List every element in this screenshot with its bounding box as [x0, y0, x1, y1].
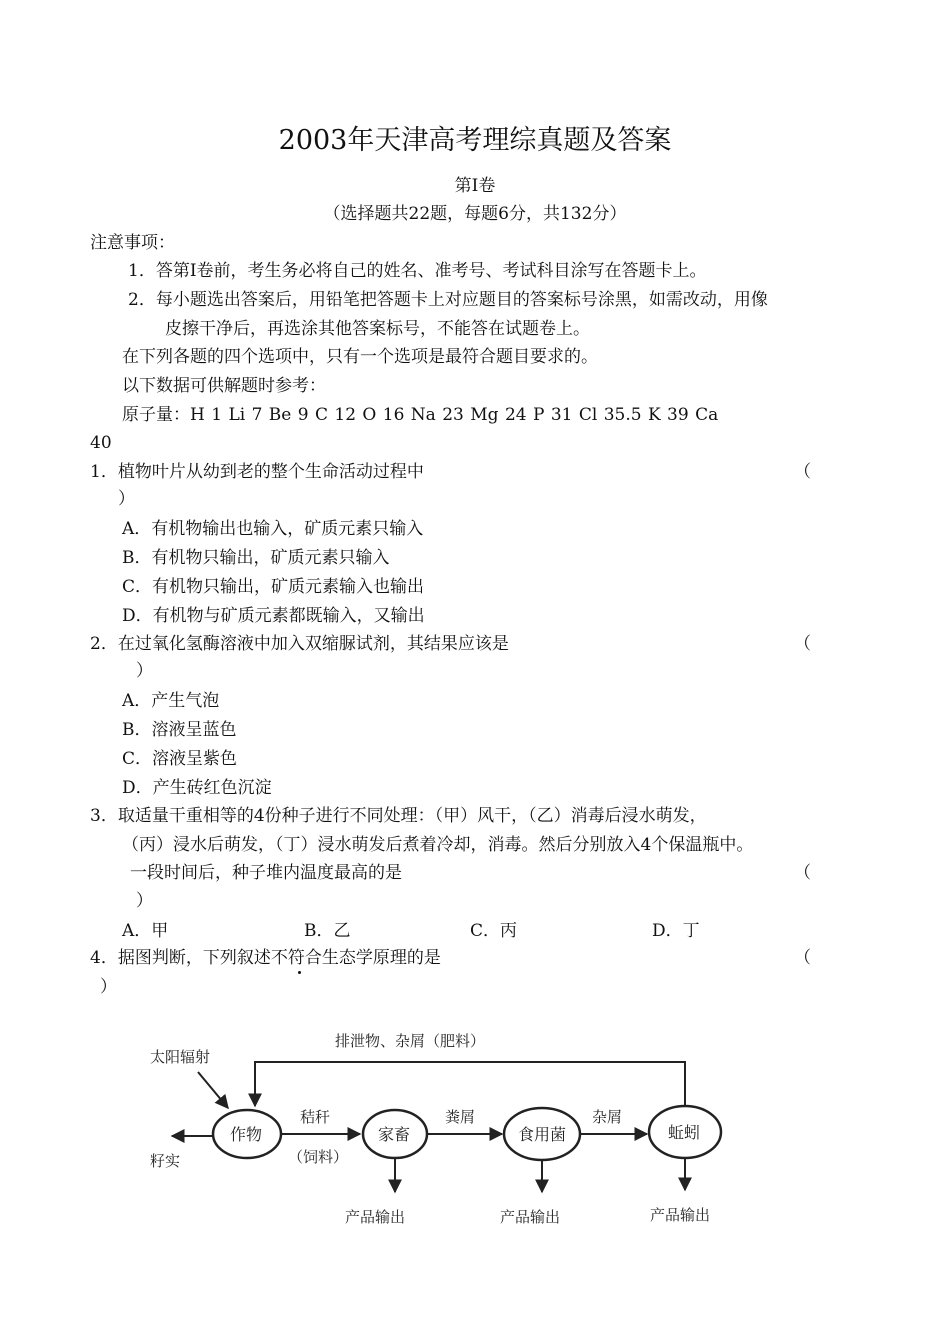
feedback-arrow [255, 1062, 685, 1106]
note-2: 2．每小题选出答案后，用铅笔把答题卡上对应题目的答案标号涂黑，如需改动，用像 [128, 290, 768, 310]
note-2-continued: 皮擦干净后，再选涂其他答案标号，不能答在试题卷上。 [165, 319, 590, 339]
q3-option-a: A．甲 [122, 921, 169, 941]
node-earthworm-label: 蚯蚓 [668, 1123, 701, 1142]
question-4-stem: 4．据图判断，下列叙述不符合生态学原理的是 [90, 948, 441, 968]
answer-paren-open: （ [794, 863, 811, 883]
edge-fungus-earthworm-label: 杂屑 [592, 1108, 623, 1126]
q1-option-a: A．有机物输出也输入，矿质元素只输入 [122, 519, 424, 539]
output-label-livestock: 产品输出 [345, 1208, 406, 1226]
volume-heading: 第Ⅰ卷 [454, 176, 496, 196]
question-3-stem-line-2: （丙）浸水后萌发，（丁）浸水萌发后煮着冷却，消毒。然后分别放入4个保温瓶中。 [122, 835, 754, 855]
node-livestock-label: 家畜 [378, 1125, 411, 1144]
edge-livestock-fungus-label: 粪屑 [445, 1108, 476, 1126]
question-2-stem: 2．在过氧化氢酶溶液中加入双缩脲试剂，其结果应该是 [90, 634, 509, 654]
answer-paren-open: （ [794, 462, 811, 482]
reference-heading: 以下数据可供解题时参考： [122, 376, 326, 396]
edge-crop-livestock-label: 秸秆 [300, 1108, 331, 1126]
q3-option-c: C．丙 [470, 921, 518, 941]
sun-arrow [198, 1072, 228, 1108]
q2-option-d: D．产生砖红色沉淀 [122, 778, 272, 798]
page-title: 2003年天津高考理综真题及答案 [278, 125, 672, 156]
ecology-diagram [140, 1024, 760, 1244]
grain-label: 籽实 [150, 1152, 181, 1170]
instruction: 在下列各题的四个选项中，只有一个选项是最符合题目要求的。 [122, 347, 598, 367]
output-label-earthworm: 产品输出 [650, 1206, 711, 1224]
atomic-masses-tail: 40 [90, 433, 112, 453]
note-1: 1．答第Ⅰ卷前，考生务必将自己的姓名、准考号、考试科目涂写在答题卡上。 [128, 261, 707, 281]
q1-option-b: B．有机物只输出，矿质元素只输入 [122, 548, 390, 568]
q3-option-d: D．丁 [652, 921, 700, 941]
node-crop-label: 作物 [230, 1125, 263, 1144]
atomic-masses: 原子量：H 1 Li 7 Be 9 C 12 O 16 Na 23 Mg 24 P 31 Cl 35.5 K 39 Ca [122, 405, 719, 425]
feedback-label: 排泄物、杂屑（肥料） [335, 1032, 486, 1050]
sun-label: 太阳辐射 [150, 1048, 211, 1066]
edge-crop-livestock-sublabel: （饲料） [288, 1148, 349, 1166]
subtitle: （选择题共22题，每题6分，共132分） [323, 204, 627, 224]
answer-paren-close: ） [136, 891, 153, 911]
answer-paren-close: ） [100, 977, 117, 997]
question-3-stem-line-3: 一段时间后，种子堆内温度最高的是 [130, 863, 402, 883]
emphasis-dot [298, 971, 301, 974]
answer-paren-close: ） [118, 489, 135, 509]
question-1-stem: 1．植物叶片从幼到老的整个生命活动过程中 [90, 462, 424, 482]
answer-paren-open: （ [794, 948, 811, 968]
notes-heading: 注意事项： [90, 233, 175, 253]
node-fungus-label: 食用菌 [518, 1125, 567, 1144]
q1-option-d: D．有机物与矿质元素都既输入，又输出 [122, 606, 425, 626]
answer-paren-open: （ [794, 634, 811, 654]
output-label-fungus: 产品输出 [500, 1208, 561, 1226]
q2-option-b: B．溶液呈蓝色 [122, 720, 237, 740]
question-3-stem-line-1: 3．取适量干重相等的4份种子进行不同处理：（甲）风干，（乙）消毒后浸水萌发， [90, 806, 707, 826]
q3-option-b: B．乙 [304, 921, 351, 941]
q1-option-c: C．有机物只输出，矿质元素输入也输出 [122, 577, 425, 597]
q2-option-c: C．溶液呈紫色 [122, 749, 238, 769]
answer-paren-close: ） [136, 661, 153, 681]
q2-option-a: A．产生气泡 [122, 691, 220, 711]
